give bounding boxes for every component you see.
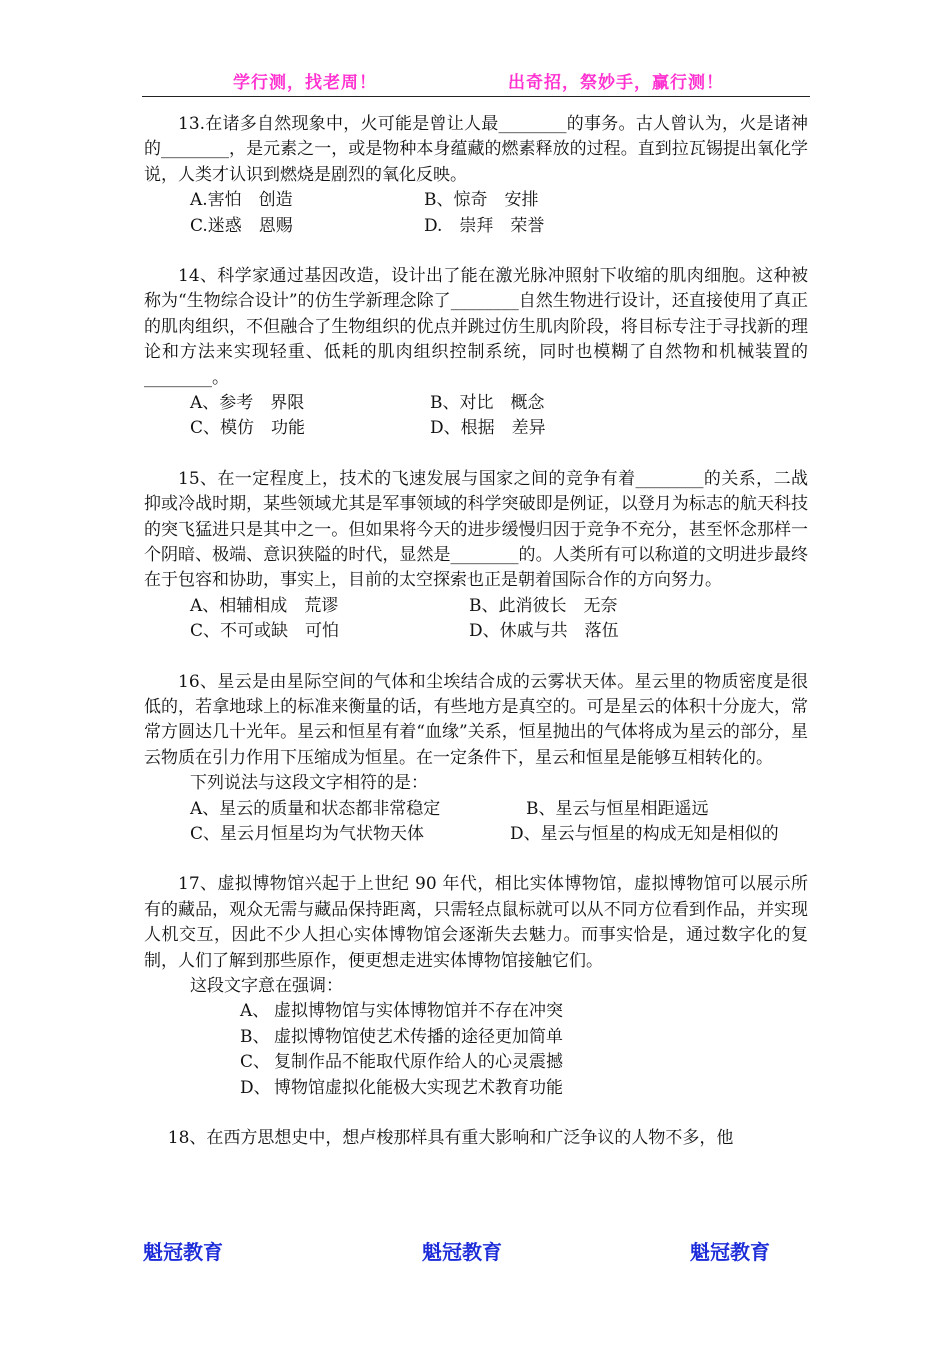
question-18 [144, 1126, 808, 1151]
options-row [144, 594, 808, 619]
option-c: C.迷惑 恩赐 [190, 215, 293, 236]
option-a: A、相辅相成 荒谬 [190, 595, 339, 616]
question-text: 14、科学家通过基因改造，设计出了能在激光脉冲照射下收缩的肌肉细胞。这种被称为“生物综合设计”的仿生学新理念除了________自然生物进行设计，还直接使用了真正的肌肉组织，不但融合了生物组织的优点并跳过仿生肌肉阶段，将目标专注于寻找新的理论和方法来实现轻重、低耗的肌肉组织控制系统，同时也模糊了自然物和机械装置的________。 [144, 266, 808, 388]
question-text: 16、星云是由星际空间的气体和尘埃结合成的云雾状天体。星云里的物质密度是很低的，若拿地球上的标准来衡量的话，有些地方是真空的。可是星云的体积十分庞大，常常方圆达几十光年。星云和恒星有着“血缘”关系，恒星抛出的气体将成为星云的部分，星云物质在引力作用下压缩成为恒星。在一定条件下，星云和恒星是能够互相转化的。 [144, 671, 808, 768]
question-14 [144, 264, 808, 442]
option-text: 复制作品不能取代原作给人的心灵震撼 [274, 1052, 563, 1073]
option-a: A.害怕 创造 [190, 190, 293, 211]
question-text: 17、虚拟博物馆兴起于上世纪 90 年代，相比实体博物馆，虚拟博物馆可以展示所有的藏品，观众无需与藏品保持距离，只需轻点鼠标就可以从不同方位看到作品，并实现人机交互，因此不少人担心实体博物馆会逐渐失去魅力。而事实恰是，通过数字化的复制，人们了解到那些原作，便更想走进实体博物馆接触它们。 [144, 874, 808, 971]
options-row [144, 416, 808, 441]
footer-brand-left: 魁冠教育 [143, 1240, 223, 1264]
question-17 [144, 872, 808, 1101]
footer-brand-right: 魁冠教育 [690, 1240, 770, 1264]
option-b: B、对比 概念 [430, 393, 545, 414]
option-b [144, 1025, 808, 1050]
document-body [144, 112, 808, 1151]
options-row [144, 619, 808, 644]
page-header [0, 68, 950, 96]
option-letter: D、 [240, 1077, 271, 1098]
footer-brand-center: 魁冠教育 [422, 1240, 502, 1264]
question-text: 13.在诸多自然现象中，火可能是曾让人最________的事务。古人曾认为，火是诸神的________，是元素之一，或是物种本身蕴藏的燃素释放的过程。直到拉瓦锡提出氧化学说，人类才认识到燃烧是剧烈的氧化反映。 [144, 114, 808, 185]
header-slogan-right: 出奇招，祭妙手，赢行测！ [508, 73, 724, 93]
options-row [144, 822, 808, 847]
question-text: 15、在一定程度上，技术的飞速发展与国家之间的竞争有着________的关系，二战抑或冷战时期，某些领域尤其是军事领域的科学突破即是例证，以登月为标志的航天科技的突飞猛进只是其中之一。但如果将今天的进步缓慢归因于竞争不充分，甚至怀念那样一个阴暗、极端、意识狭隘的时代，显然是________的。人类所有可以称道的文明进步最终在于包容和协助，事实上，目前的太空探索也正是朝着国际合作的方向努力。 [144, 468, 808, 591]
option-d [144, 1076, 808, 1101]
option-b: B、此消彼长 无奈 [469, 595, 618, 616]
question-13 [144, 112, 808, 239]
option-letter: C、 [240, 1052, 271, 1073]
option-c: C、不可或缺 可怕 [190, 621, 340, 642]
option-letter: B、 [240, 1026, 270, 1047]
option-d: D、根据 差异 [430, 418, 546, 439]
option-text: 博物馆虚拟化能极大实现艺术教育功能 [274, 1077, 563, 1098]
option-d: D、休戚与共 落伍 [469, 621, 619, 642]
option-text: 虚拟博物馆使艺术传播的途径更加简单 [274, 1026, 563, 1047]
option-a [144, 999, 808, 1024]
question-16 [144, 670, 808, 848]
options-row [144, 188, 808, 213]
option-letter: A、 [240, 1001, 270, 1022]
option-a: A、星云的质量和状态都非常稳定 [190, 798, 441, 819]
option-c: C、模仿 功能 [190, 418, 306, 439]
question-15 [144, 467, 808, 645]
option-b: B、星云与恒星相距遥远 [526, 798, 709, 819]
option-c: C、星云月恒星均为气状物天体 [190, 824, 425, 845]
question-prompt-row [144, 771, 808, 796]
header-slogan-left: 学行测，找老周！ [233, 73, 377, 93]
options-row [144, 214, 808, 239]
question-prompt-row [144, 974, 808, 999]
question-prompt: 这段文字意在强调： [190, 976, 343, 997]
options-row [144, 391, 808, 416]
header-divider [142, 96, 810, 97]
page-footer [0, 1236, 950, 1266]
options-row [144, 797, 808, 822]
question-text: 18、在西方思想史中，想卢梭那样具有重大影响和广泛争议的人物不多，他 [167, 1128, 734, 1149]
question-prompt: 下列说法与这段文字相符的是： [190, 773, 428, 794]
option-d: D. 崇拜 荣誉 [424, 215, 545, 236]
option-a: A、参考 界限 [190, 393, 305, 414]
option-text: 虚拟博物馆与实体博物馆并不存在冲突 [274, 1001, 563, 1022]
option-c [144, 1050, 808, 1075]
option-b: B、惊奇 安排 [424, 190, 539, 211]
option-d: D、星云与恒星的构成无知是相似的 [510, 824, 779, 845]
